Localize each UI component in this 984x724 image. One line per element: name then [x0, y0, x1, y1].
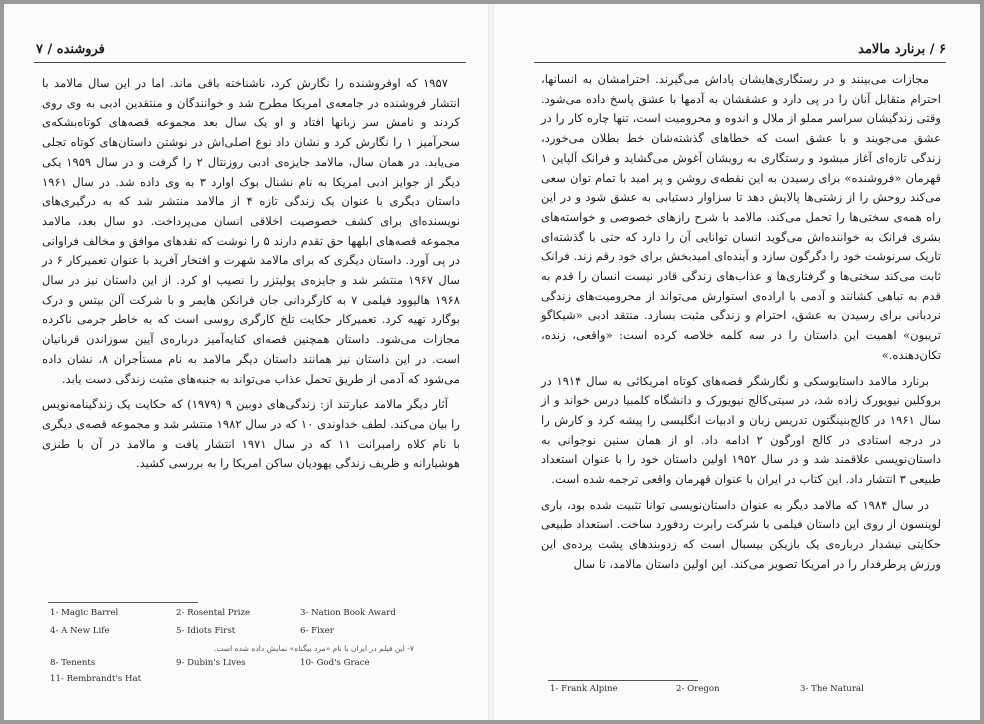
- left-header-rule: [34, 62, 466, 63]
- left-footnote-7-note: ۷- این فیلم در ایران با نام «مرد بیگناه» نمایش داده شده است.: [213, 644, 414, 653]
- left-page-header: فروشنده / ۷: [36, 42, 105, 57]
- right-footnote-1: 1- Frank Alpine: [550, 684, 618, 694]
- right-paragraph-2: برنارد مالامد داستایوسکی و نگارشگر قصه‌های کوتاه امریکائی به سال ۱۹۱۴ در بروکلین نیویورک زاده شد، در سیتی‌کالج نیویورک و دانشگاه کلمبیا درس خواند و از سال ۱۹۶۱ در کالج‌بنینگتون تدریس زبان و ادبیات انگلیسی را پیشه کرد و کارش را در درجه استادی در کالج اورگون ۲ ادامه داد. او از همان سنین نوجوانی به داستان‌نویسی علاقمند شد و در سال ۱۹۵۲ اولین داستان خود را با عنوان استعداد طبیعی ۳ انتشار داد. این کتاب در ایران با عنوان قهرمان واقعی ترجمه شده است.: [541, 373, 941, 487]
- left-footnote-10: 10- God's Grace: [300, 658, 370, 668]
- left-page-body: [42, 74, 460, 480]
- right-page-header: ۶ / برنارد مالامد: [858, 42, 946, 57]
- book-spread: [4, 4, 980, 720]
- right-footnote-rule: [548, 680, 698, 681]
- left-footnote-8: 8- Tenents: [50, 658, 96, 668]
- left-footnote-9: 9- Dubin's Lives: [176, 658, 246, 668]
- left-footnote-6: 6- Fixer: [300, 626, 334, 636]
- right-paragraph-1: مجازات می‌بینند و در رستگاری‌هایشان پاداش می‌گیرند. احترامشان به انسانها، احترام متقابل آنان را در پی دارد و عشقشان به آدمها با عشق پاسخ داده می‌شود. وقتی زندگیشان سراسر مملو از ملال و اندوه و محرومیت است، تنها چاره‌ کار را در عشق می‌جویند و با عشق است که خطاهای گذشته‌شان خط بطلان می‌خورد، زندگی تازه‌ای آغاز میشود و رستگاری به رویشان آغوش می‌گشاید و فرانک آلپاین ۱ قهرمان «فروشنده» برای رسیدن به این نقطه‌ی روشن و پر امید با تمام توان سعی می‌کند روحش را از زشتی‌ها پالایش دهد تا سزاوار دستیابی به عشق شود و در این راه همه‌ی سختی‌ها را تحمل می‌کند. مالامد با شرح رازهای خصوصی و خواسته‌های بشری فرانک به خواننده‌اش می‌گوید انسان توانایی آن را دارد که حتی با گذشته‌ای تاریک سرنوشت خود را دگرگون سازد و آینده‌ای امیدبخش برای خود رقم زند. فرانک ثابت می‌کند سختی‌ها و گرفتاری‌ها و عذاب‌های زندگی قادر نیست انسان را قدم به قدم به تباهی کشانند و آدمی با اراده‌ی استوارش می‌تواند از محرومیت‌های زندگی نردبانی برای رسیدن به عشق، احترام و زندگی مثبت بسازد. منتقد ادبی «شیکاگو تریبون» اهمیت این داستان را در سه کلمه خلاصه کرده است: «واقعی، زنده، تکان‌دهنده.»: [541, 72, 941, 362]
- left-footnote-3: 3- Nation Book Award: [300, 608, 396, 618]
- left-footnote-rule: [48, 602, 198, 603]
- left-paragraph-2: آثار دیگر مالامد عبارتند از: زندگی‌های دوبین ۹ (۱۹۷۹) که حکایت یک زندگینامه‌نویس را بیان می‌کند. لطف خداوندی ۱۰ که در سال ۱۹۸۲ منتشر شد و مجموعه قصه‌ی دیگری با نام کلاه رامبرانت ۱۱ که در سال ۱۹۷۱ انتشار یافت و مالامد در آن با طنزی هوشیارانه و ظریف زندگی یهودیان ساکن امریکا را به بررسی کشید.: [42, 397, 460, 471]
- left-footnote-4: 4- A New Life: [50, 626, 110, 636]
- right-paragraph-3: در سال ۱۹۸۴ که مالامد دیگر به عنوان داستان‌نویسی توانا تثبیت شده بود، باری لوینسون از روی این داستان فیلمی با شرکت رابرت ردفورد ساخت. استعداد طبیعی حکایتی نیشدار درباره‌ی یک بازیکن بیسبال است که زدوبندهای پشت پرده‌ی این ورزش پرطرفدار را در امریکا تصویر می‌کند. این اولین داستان مالامد، تا سال: [541, 497, 941, 571]
- right-footnote-3: 3- The Natural: [800, 684, 864, 694]
- left-footnote-2: 2- Rosental Prize: [176, 608, 251, 618]
- left-paragraph-1: ۱۹۵۷ که اوفروشنده را نگارش کرد، ناشناخته باقی ماند. اما در این سال مالامد با انتشار فروشنده در جامعه‌ی امریکا مطرح شد و خوانندگان و منتقدین ادبی به وی روی کردند و نامش سر زبانها افتاد و او یک سال بعد مجموعه قصه‌های کوتاه‌بشکه‌ی سحرآمیز ۱ را نگارش کرد و نشان داد نوع اصلی‌اش در نوشتن داستان‌های کوتاه تجلی می‌یابد. در همان سال، مالامد جایزه‌ی ادبی روزنتال ۲ را گرفت و در سال ۱۹۵۹ یکی دیگر از جوایز ادبی امریکا به نام نشنال بوک اوارد ۳ به وی داده شد. در سال ۱۹۶۱ داستان دیگری با عنوان یک زندگی تازه ۴ از مالامد منتشر شد که به درگیری‌های نویسنده‌ای برای کشف خصوصیت اخلاقی انسان می‌پرداخت. دو سال بعد، مالامد مجموعه قصه‌های ابلهها حق تقدم دارند ۵ را نوشت که نقدهای موافق و مخالف فراوانی در پی آورد. داستان دیگری که برای مالامد شهرت و افتخار آفرید با عنوان تعمیرکار ۶ در سال ۱۹۶۷ منتشر شد و جایزه‌ی پولیتزر را نصیب او کرد. از این داستان نیز در سال ۱۹۶۸ هالیوود فیلمی ۷ به کارگردانی جان فرانکن هایمر و با شرکت آلن بیتس و درک بوگارد تهیه کرد. تعمیرکار حکایت تلخ کارگری روسی است که به خاطر جرمی ناکرده مجازات می‌شود. داستان همچنین قصه‌ای کنایه‌آمیز درباره‌ی آیین سوزاندن قربانیان است. در این داستان نیز همانند داستان دیگر مالامد به نام مستأجران ۸، نشان داده می‌شود که آدمی از طریق تحمل عذاب می‌تواند به جنبه‌های مثبت زندگی دست یابد.: [42, 76, 461, 386]
- right-footnote-2: 2- Oregon: [676, 684, 720, 694]
- left-footnote-1: 1- Magic Barrel: [50, 608, 119, 618]
- left-footnote-5: 5- Idiots First: [176, 626, 236, 636]
- left-footnote-11: 11- Rembrandt's Hat: [50, 674, 142, 684]
- right-header-rule: [534, 62, 946, 63]
- book-gutter: [488, 4, 494, 720]
- right-page-body: [541, 70, 941, 581]
